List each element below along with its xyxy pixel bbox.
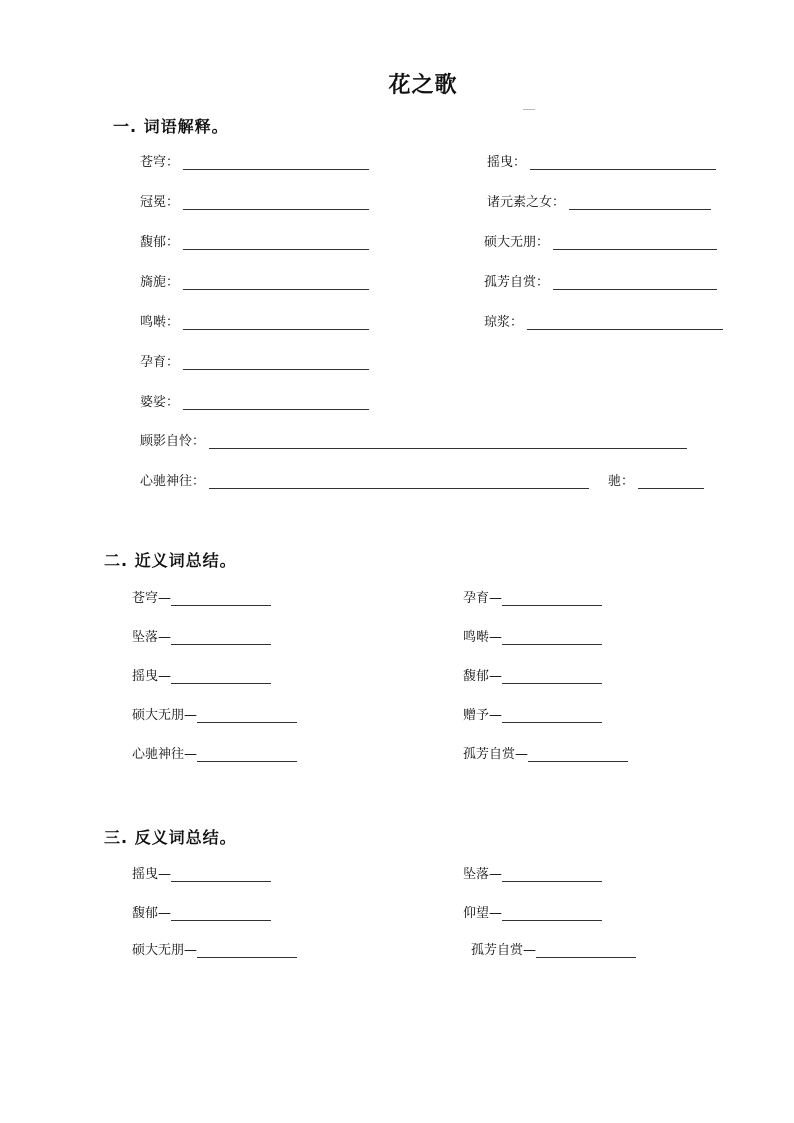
definition-item xyxy=(140,355,369,371)
item-label: 顾影自怜： xyxy=(140,434,206,449)
antonym-item xyxy=(132,943,297,959)
synonym-item xyxy=(132,708,297,724)
answer-blank[interactable] xyxy=(502,722,602,723)
item-label: 摇曳： xyxy=(487,155,527,170)
answer-blank[interactable] xyxy=(536,957,636,958)
synonym-item xyxy=(132,591,271,607)
item-label: 心驰神往— xyxy=(132,747,198,762)
definition-item xyxy=(140,235,369,251)
section-heading-antonyms: 三. 反义词总结。 xyxy=(104,828,237,847)
answer-blank[interactable] xyxy=(171,683,271,684)
answer-blank[interactable] xyxy=(171,920,271,921)
answer-blank[interactable] xyxy=(171,605,271,606)
answer-blank[interactable] xyxy=(171,644,271,645)
item-label: 孤芳自赏— xyxy=(471,943,537,958)
item-label: 馥郁— xyxy=(463,669,503,684)
answer-blank[interactable] xyxy=(197,722,297,723)
item-label: 硕大无朋— xyxy=(132,708,198,723)
answer-blank[interactable] xyxy=(183,409,369,410)
answer-blank[interactable] xyxy=(502,644,602,645)
item-label: 坠落— xyxy=(463,867,503,882)
antonym-item xyxy=(132,867,271,883)
item-label: 孤芳自赏— xyxy=(463,747,529,762)
definition-item xyxy=(484,275,717,291)
answer-blank[interactable] xyxy=(502,881,602,882)
antonym-item xyxy=(463,906,602,922)
answer-blank[interactable] xyxy=(527,329,723,330)
answer-blank[interactable] xyxy=(530,169,716,170)
item-label: 孕育— xyxy=(463,591,503,606)
item-label: 琼浆： xyxy=(484,315,524,330)
item-label: 婆娑： xyxy=(140,395,180,410)
answer-blank[interactable] xyxy=(502,605,602,606)
answer-blank[interactable] xyxy=(183,369,369,370)
definition-item xyxy=(140,395,369,411)
definition-item xyxy=(487,155,716,171)
synonym-item xyxy=(463,630,602,646)
item-label: 硕大无朋— xyxy=(132,943,198,958)
item-label: 仰望— xyxy=(463,906,503,921)
item-label: 苍穹： xyxy=(140,155,180,170)
answer-blank[interactable] xyxy=(183,209,369,210)
synonym-item xyxy=(132,669,271,685)
item-label: 摇曳— xyxy=(132,669,172,684)
answer-blank[interactable] xyxy=(183,289,369,290)
item-label: 鸣啭： xyxy=(140,315,180,330)
item-label: 苍穹— xyxy=(132,591,172,606)
definition-item xyxy=(140,434,687,450)
answer-blank[interactable] xyxy=(553,289,717,290)
item-label: 心驰神往： xyxy=(140,474,206,489)
answer-blank[interactable] xyxy=(183,249,369,250)
answer-blank[interactable] xyxy=(209,488,589,489)
answer-blank[interactable] xyxy=(553,249,717,250)
answer-blank[interactable] xyxy=(197,761,297,762)
answer-blank[interactable] xyxy=(528,761,628,762)
section-heading-definitions: 一. 词语解释。 xyxy=(113,117,229,136)
answer-blank[interactable] xyxy=(197,957,297,958)
page-title: 花之歌 xyxy=(388,73,458,98)
antonym-item xyxy=(471,943,636,959)
item-label: 馥郁： xyxy=(140,235,180,250)
definition-item xyxy=(487,195,711,211)
item-label: 赠予— xyxy=(463,708,503,723)
definition-item xyxy=(484,235,717,251)
answer-blank[interactable] xyxy=(171,881,271,882)
answer-blank[interactable] xyxy=(502,920,602,921)
definition-item xyxy=(140,275,369,291)
definition-item xyxy=(608,474,704,490)
definition-item xyxy=(140,474,589,490)
synonym-item xyxy=(463,747,628,763)
answer-blank[interactable] xyxy=(569,209,711,210)
antonym-item xyxy=(463,867,602,883)
item-label: 旖旎： xyxy=(140,275,180,290)
synonym-item xyxy=(463,669,602,685)
item-label: 驰： xyxy=(608,474,635,489)
definition-item xyxy=(140,315,369,331)
definition-item xyxy=(140,155,369,171)
item-label: 馥郁— xyxy=(132,906,172,921)
answer-blank[interactable] xyxy=(209,448,687,449)
item-label: 摇曳— xyxy=(132,867,172,882)
synonym-item xyxy=(132,630,271,646)
item-label: 硕大无朋： xyxy=(484,235,550,250)
scan-mark xyxy=(523,109,535,110)
definition-item xyxy=(484,315,723,331)
answer-blank[interactable] xyxy=(638,488,704,489)
antonym-item xyxy=(132,906,271,922)
item-label: 坠落— xyxy=(132,630,172,645)
answer-blank[interactable] xyxy=(183,329,369,330)
definition-item xyxy=(140,195,369,211)
item-label: 诸元素之女： xyxy=(487,195,566,210)
item-label: 孕育： xyxy=(140,355,180,370)
item-label: 孤芳自赏： xyxy=(484,275,550,290)
item-label: 鸣啭— xyxy=(463,630,503,645)
section-heading-synonyms: 二. 近义词总结。 xyxy=(104,551,237,570)
synonym-item xyxy=(463,591,602,607)
answer-blank[interactable] xyxy=(502,683,602,684)
item-label: 冠冕： xyxy=(140,195,180,210)
synonym-item xyxy=(463,708,602,724)
answer-blank[interactable] xyxy=(183,169,369,170)
synonym-item xyxy=(132,747,297,763)
